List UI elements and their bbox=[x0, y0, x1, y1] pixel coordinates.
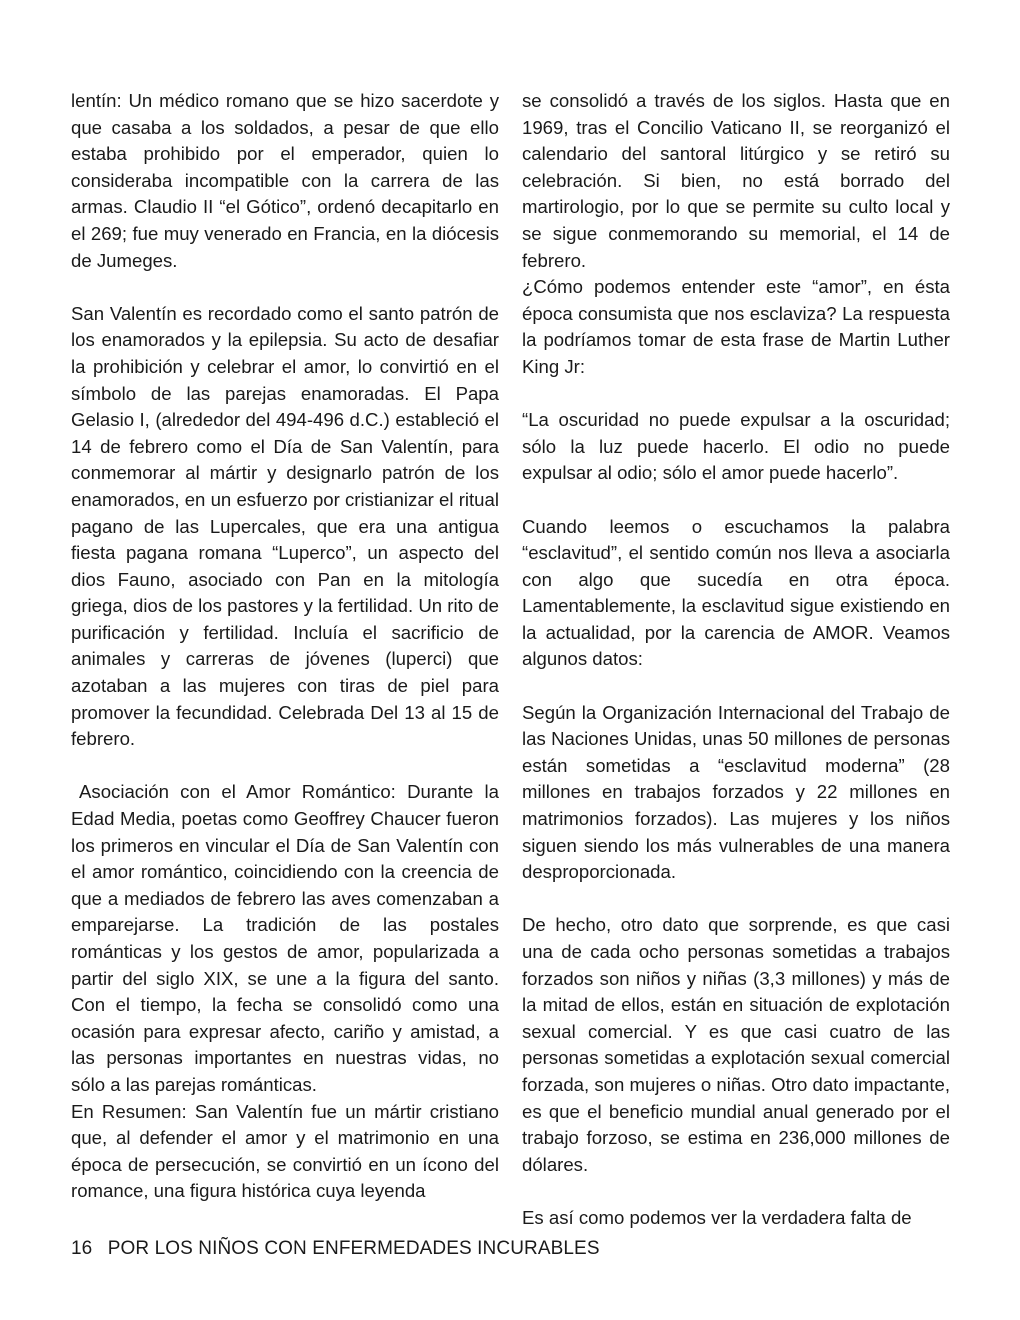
paragraph-closing: Es así como podemos ver la verdadera falta de bbox=[522, 1206, 912, 1228]
publication-title: POR LOS NIÑOS CON ENFERMEDADES INCURABLES bbox=[107, 1238, 600, 1259]
paragraph-san-valentin-origin: lentín: Un médico romano que se hizo sacerdote y que casaba a los soldados, a pesar de que ello estaba prohibido por el emperador, quien lo consideraba incompatible con la carrera de las armas. Claudio II “el Gótico”, ordenó decapitarlo en el 269; fue muy venerado en Francia, en la diócesis de Jumeges. bbox=[71, 90, 499, 271]
right-text-column bbox=[522, 88, 950, 1232]
paragraph-patron-of-lovers: San Valentín es recordado como el santo patrón de los enamorados y la epilepsia. Su acto de desafiar la prohibición y celebrar el amor, lo convirtió en el símbolo de las parejas enamoradas. El Papa Gelasio I, (alrededor del 494-496 d.C.) estableció el 14 de febrero como el Día de San Valentín, para conmemorar al mártir y designarlo patrón de los enamorados, en un esfuerzo por cristianizar el ritual pagano de las Lupercales, que era una antigua fiesta pagana romana “Luperco”, un aspecto del dios Fauno, asociado con Pan en la mitología griega, dios de los pastores y la fertilidad. Un rito de purificación y fertilidad. Incluía el sacrificio de animales y carreras de jóvenes (luperci) que azotaban a las mujeres con tiras de piel para promover la fecundidad. Celebrada Del 13 al 15 de febrero. bbox=[71, 302, 499, 750]
paragraph-love-question: ¿Cómo podemos entender este “amor”, en ésta época consumista que nos esclaviza? La respuesta la podríamos tomar de esta frase de Martin Luther King Jr: bbox=[522, 276, 950, 377]
page-number: 16 bbox=[71, 1238, 93, 1259]
quote-martin-luther-king: “La oscuridad no puede expulsar a la oscuridad; sólo la luz puede hacerlo. El odio no puede expulsar al odio; sólo el amor puede hacerlo”. bbox=[522, 409, 950, 484]
left-text-column bbox=[71, 88, 499, 1205]
paragraph-summary: En Resumen: San Valentín fue un mártir cristiano que, al defender el amor y el matrimonio en una época de persecución, se convirtió en un ícono del romance, una figura histórica cuya leyenda bbox=[71, 1100, 499, 1202]
paragraph-slavery-intro: Cuando leemos o escuchamos la palabra “esclavitud”, el sentido común nos lleva a asociarla con algo que sucedía en otra época. Lamentablemente, la esclavitud sigue existiendo en la actualidad, por la carencia de AMOR. Veamos algunos datos: bbox=[522, 515, 950, 670]
paragraph-vatican-council: se consolidó a través de los siglos. Hasta que en 1969, tras el Concilio Vaticano II, se reorganizó el calendario del santoral litúrgico y se retiró su celebración. Si bien, no está borrado del martirologio, por lo que se permite su culto local y se sigue conmemorando su memorial, el 14 de febrero. bbox=[522, 90, 950, 271]
paragraph-child-labor-facts: De hecho, otro dato que sorprende, es que casi una de cada ocho personas sometidas a trabajos forzados son niños y niñas (3,3 millones) y más de la mitad de ellos, están en situación de explotación sexual comercial. Y es que casi cuatro de las personas sometidas a explotación sexual comercial forzada, son mujeres o niñas. Otro dato impactante, es que el beneficio mundial anual generado por el trabajo forzoso, se estima en 236,000 millones de dólares. bbox=[522, 914, 950, 1175]
page-footer bbox=[71, 1236, 600, 1262]
paragraph-ilo-statistics: Según la Organización Internacional del Trabajo de las Naciones Unidas, unas 50 millones de personas están sometidas a “esclavitud moderna” (28 millones en trabajos forzados y 22 millones en matrimonios forzados). Las mujeres y los niños siguen siendo los más vulnerables de una manera desproporcionada. bbox=[522, 701, 950, 883]
paragraph-romantic-association: Asociación con el Amor Romántico: Durante la Edad Media, poetas como Geoffrey Chaucer fueron los primeros en vincular el Día de San Valentín con el amor romántico, coincidiendo con la creencia de que a mediados de febrero las aves comenzaban a emparejarse. La tradición de las postales románticas y los gestos de amor, popularizada a partir del siglo XIX, se une a la figura del santo. Con el tiempo, la fecha se consolidó como una ocasión para expresar afecto, cariño y amistad, a las personas importantes en nuestras vidas, no sólo a las parejas románticas. bbox=[71, 781, 499, 1095]
